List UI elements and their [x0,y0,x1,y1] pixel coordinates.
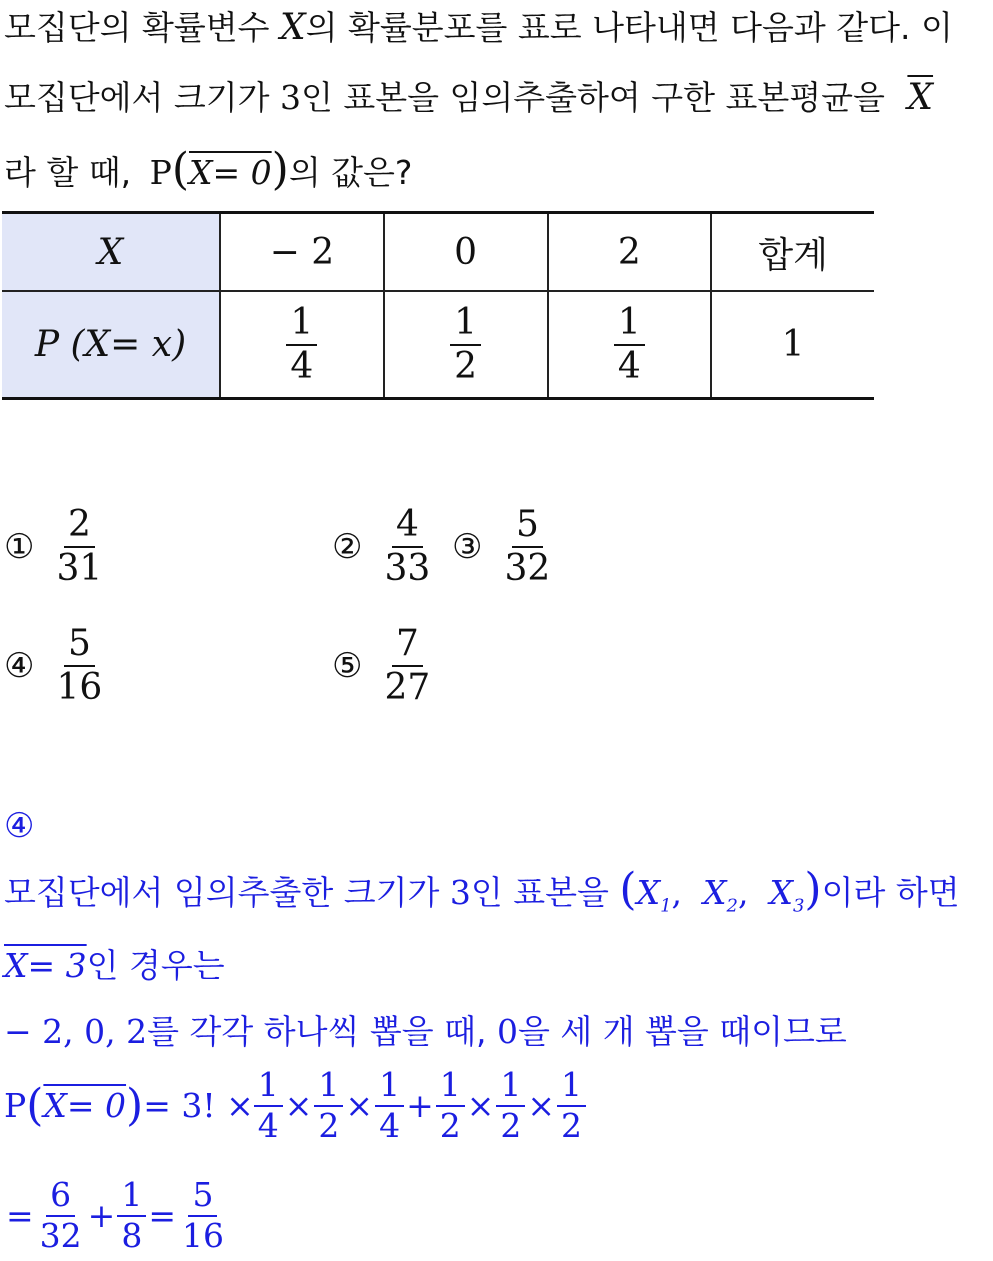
solution-text: 이라 하면 [821,873,960,912]
choice-fraction: $\frac{7}{27}$ [384,623,431,708]
question-text: 의 확률분포를 표로 나타내면 다음과 같다. 이 [305,8,953,47]
paren-open: ( [171,144,189,195]
sample-size: 3 [449,873,471,912]
row-label-prob: P (X= x) [2,291,220,399]
fraction: $\frac{1}{2}$ [436,1068,465,1143]
solution-text: 인 경우는 [86,946,225,985]
fraction: $\frac{6}{32}$ [39,1175,82,1255]
equals-operator: = [6,1196,34,1236]
choice-mark: ① [4,526,35,567]
solution-text: 모집단에서 임의추출한 크기가 [4,873,440,912]
probability-table [2,211,874,400]
table-header-row [2,213,874,292]
choice-3[interactable] [452,506,554,588]
header-cell: 0 [384,213,548,292]
table-prob-row [2,291,874,399]
solution-text: 를 각각 하나씩 뽑을 때, [147,1012,487,1051]
prob-cell [548,291,712,399]
choice-fraction: $\frac{4}{33}$ [384,504,431,589]
question-text: 모집단에서 크기가 [4,78,270,117]
fraction: $\frac{1}{2}$ [450,304,481,386]
prob-cell [220,291,384,399]
choice-2[interactable] [332,506,434,588]
solution-line-2 [4,940,225,987]
question-line-3 [4,144,412,195]
prob-p: P [149,153,172,192]
choice-fraction: $\frac{5}{32}$ [504,504,551,589]
fraction: $\frac{1}{4}$ [286,304,317,386]
prob-total-cell: 1 [711,291,874,399]
prob-p: P [4,1086,27,1126]
question-line-1 [4,2,953,49]
header-cell: 2 [548,213,712,292]
tuple-x1: $X_1$ [636,873,672,917]
paren-close: ) [804,864,822,915]
solution-line-4: P ( X= 0 ) = 3! × $\frac{1}{4}$ × $\frac{1}{2}$ × $\frac{1}{4}$ + $\frac{1}{2}$ × $\frac{1}{2}$ × $\frac{1}{2}$ [4,1068,586,1143]
question-text: 모집단의 확률변수 [4,8,270,47]
fraction: $\frac{1}{2}$ [557,1068,586,1143]
eq-factorial: = 3! × [143,1086,254,1126]
times-operator: × [345,1086,374,1126]
times-operator: × [284,1086,313,1126]
variable-x: X [280,7,306,48]
header-cell: − 2 [220,213,384,292]
fraction: $\frac{1}{4}$ [614,304,645,386]
values-list: − 2, 0, 2 [4,1012,148,1051]
choice-fraction: $\frac{5}{16}$ [56,623,103,708]
paren-open: ( [619,864,637,915]
plus-operator: + [87,1196,116,1236]
fraction: $\frac{1}{8}$ [117,1178,146,1253]
choice-4[interactable] [4,625,106,707]
equals-operator: = [148,1196,176,1236]
solution-line-5 [4,1175,228,1255]
choice-1[interactable] [4,506,106,588]
fraction: $\frac{1}{4}$ [375,1068,404,1143]
solution-line-3 [4,1006,847,1053]
choice-mark: ② [332,526,363,567]
times-operator: × [527,1086,556,1126]
fraction: $\frac{5}{16}$ [181,1175,224,1255]
zero-value: 0 [496,1012,518,1051]
mean-expr: X= 3 [4,946,87,985]
times-operator: × [466,1086,495,1126]
question-text: 라 할 때, [4,153,132,192]
solution-text: 인 표본을 [470,873,609,912]
tuple-x2: $X_2$ [703,873,738,917]
prob-cell [384,291,548,399]
question-text: 인 표본을 임의추출하여 구한 표본평균을 [301,78,885,117]
fraction: $\frac{1}{4}$ [254,1068,283,1143]
question-line-2 [4,72,933,119]
solution-text: 을 세 개 뽑을 때이므로 [517,1012,847,1051]
sample-size: 3 [280,78,302,117]
prob-expr: X= 0 [43,1086,127,1126]
choice-5[interactable] [332,625,434,707]
fraction: $\frac{1}{2}$ [496,1068,525,1143]
choice-mark: ⑤ [332,645,363,686]
header-cell-total: 합계 [711,213,874,292]
question-text: 의 값은? [288,153,413,192]
choice-mark: ④ [4,645,35,686]
tuple-x3: $X_3$ [769,873,805,917]
plus-operator: + [406,1086,434,1126]
sample-mean-symbol: $\overline{X}$ [907,77,934,118]
choice-mark: ③ [452,526,483,567]
prob-expr: X= 0 [189,153,272,192]
answer-mark: ④ [4,806,35,846]
header-cell-x: X [2,213,220,292]
solution-line-1: 모집단에서 임의추출한 크기가 3인 표본을 ($X_1$, $X_2$, $X_3$)이라 하면 [4,864,960,917]
fraction: $\frac{1}{2}$ [314,1068,343,1143]
choice-fraction: $\frac{2}{31}$ [56,504,103,589]
paren-close: ) [271,144,289,195]
